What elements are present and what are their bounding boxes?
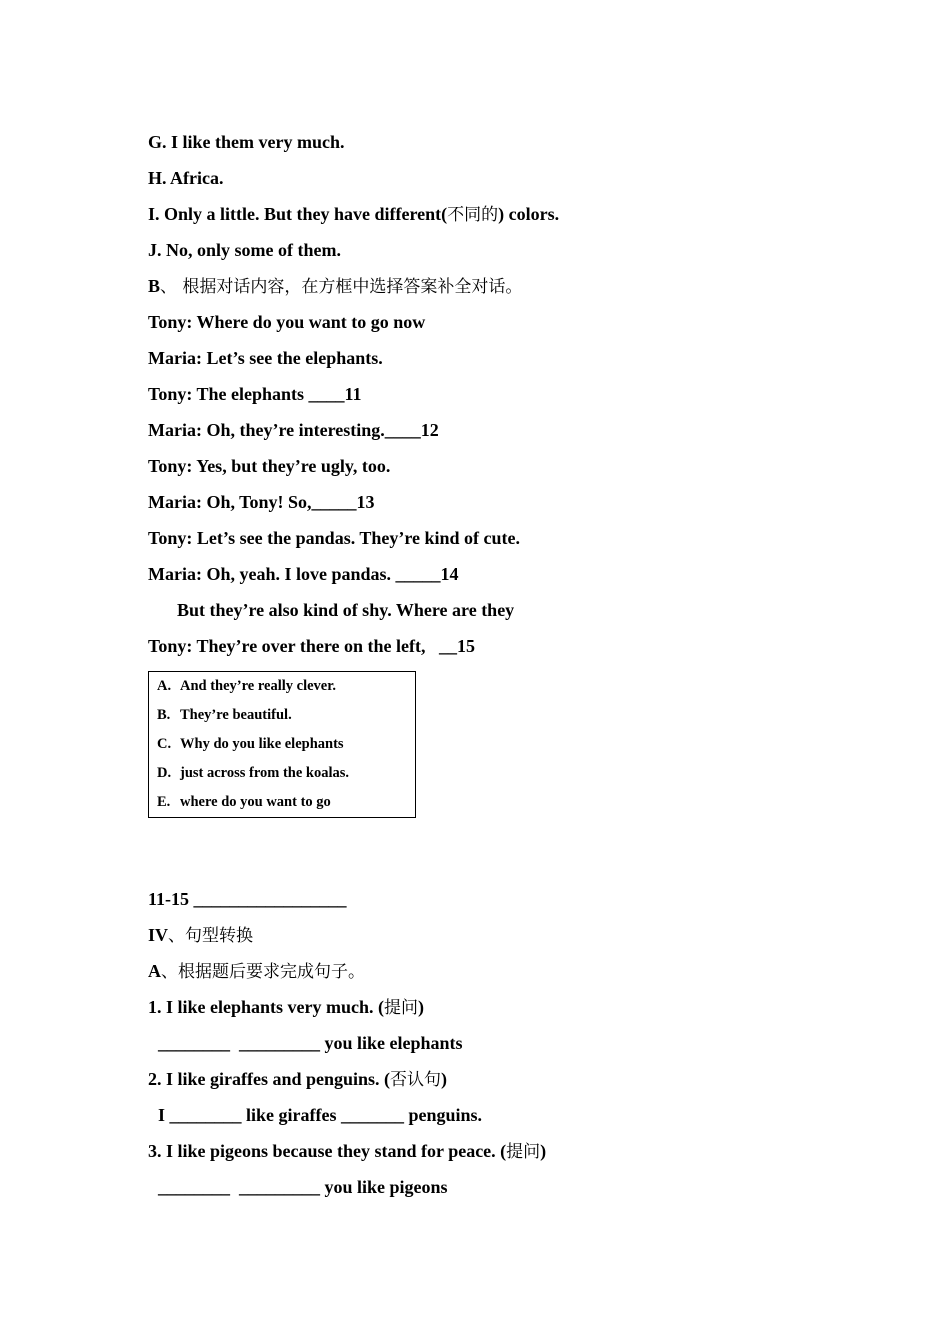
choice-e xyxy=(149,788,415,817)
section-b-sep: 、 xyxy=(160,277,183,297)
dialogue-line: Maria: Oh, yeah. I love pandas. _____14 xyxy=(148,564,459,584)
answer-line: 11-15 _________________ xyxy=(148,889,347,909)
choice-c xyxy=(149,730,415,759)
dialogue-line: Tony: They’re over there on the left, __15 xyxy=(148,636,475,656)
choice-text: Why do you like elephants xyxy=(180,736,344,752)
dialogue-line: But they’re also kind of shy. Where are they xyxy=(177,600,515,620)
question-cn: 否认句 xyxy=(390,1070,442,1090)
question-cn: 提问 xyxy=(506,1142,541,1162)
option-i-cn: 不同的 xyxy=(447,205,499,225)
question-3-answer: ________ _________ you like pigeons xyxy=(158,1177,448,1197)
question-1 xyxy=(148,989,848,1025)
choice-text: They’re beautiful. xyxy=(180,707,292,723)
section-a-label: A xyxy=(148,961,161,981)
question-post: ) xyxy=(441,1069,448,1089)
option-g: G. I like them very much. xyxy=(148,132,345,152)
section-a-instruction: 、根据题后要求完成句子。 xyxy=(161,962,365,982)
question-cn: 提问 xyxy=(384,998,418,1018)
choice-letter: C. xyxy=(157,736,172,752)
dialogue-line: Tony: Let’s see the pandas. They’re kind of cute. xyxy=(148,528,521,548)
choice-letter: D. xyxy=(157,765,172,781)
dialogue-line: Maria: Oh, they’re interesting.____12 xyxy=(148,420,439,440)
question-post: ) xyxy=(418,997,424,1017)
choice-d xyxy=(149,759,415,788)
option-i-post: ) colors. xyxy=(498,204,560,224)
dialogue-line: Maria: Oh, Tony! So,_____13 xyxy=(148,492,375,512)
choice-text: just across from the koalas. xyxy=(180,765,350,781)
spacer xyxy=(148,818,848,881)
choice-a xyxy=(149,672,415,701)
question-2-answer: I ________ like giraffes _______ penguins. xyxy=(158,1105,483,1125)
choice-text: And they’re really clever. xyxy=(180,678,336,694)
section-b-heading xyxy=(148,268,848,304)
answer-choices-box xyxy=(148,671,416,818)
question-pre: 1. I like elephants very much. ( xyxy=(148,997,384,1017)
dialogue-line: Maria: Let’s see the elephants. xyxy=(148,348,383,368)
choice-letter: A. xyxy=(157,678,172,694)
question-2 xyxy=(148,1061,848,1097)
choice-b xyxy=(149,701,415,730)
choice-text: where do you want to go xyxy=(180,794,331,810)
question-1-answer: ________ _________ you like elephants xyxy=(158,1033,463,1053)
option-h: H. Africa. xyxy=(148,168,224,188)
section-iv-title: 、句型转换 xyxy=(168,926,254,946)
choice-letter: E. xyxy=(157,794,171,810)
dialogue-line: Tony: Where do you want to go now xyxy=(148,312,426,332)
option-j: J. No, only some of them. xyxy=(148,240,341,260)
dialogue-line: Tony: Yes, but they’re ugly, too. xyxy=(148,456,391,476)
section-a-heading xyxy=(148,953,848,989)
section-b-label: B xyxy=(148,276,161,296)
question-pre: 2. I like giraffes and penguins. ( xyxy=(148,1069,391,1089)
section-iv-heading xyxy=(148,917,848,953)
question-post: ) xyxy=(540,1141,547,1161)
option-i xyxy=(148,196,848,232)
choice-letter: B. xyxy=(157,707,171,723)
question-pre: 3. I like pigeons because they stand for peace. ( xyxy=(148,1141,507,1161)
option-i-pre: I. Only a little. But they have different( xyxy=(148,204,448,224)
question-3 xyxy=(148,1133,848,1169)
section-iv-label: IV xyxy=(148,925,169,945)
dialogue-line: Tony: The elephants ____11 xyxy=(148,384,362,404)
worksheet-page xyxy=(148,124,848,1205)
section-b-instruction: 根据对话内容，在方框中选择答案补全对话。 xyxy=(182,277,523,297)
